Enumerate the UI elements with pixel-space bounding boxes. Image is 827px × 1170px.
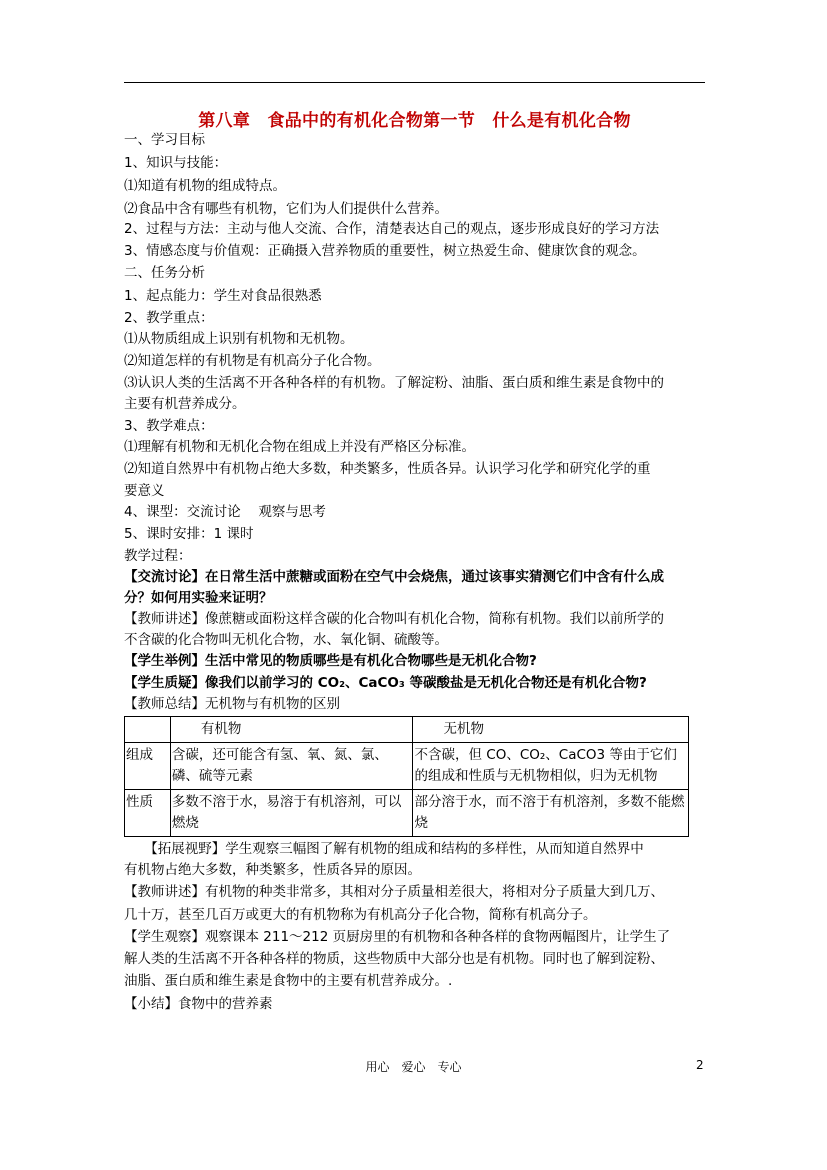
table-cell: 多数不溶于水，易溶于有机溶剂，可以燃烧 <box>170 790 413 837</box>
text-line: 【教师讲述】像蔗糖或面粉这样含碳的化合物叫有机化合物，简称有机物。我们以前所学的 <box>124 611 664 627</box>
text-line: 几十万，甚至几百万或更大的有机物称为有机高分子化合物，简称有机高分子。 <box>124 907 597 923</box>
table-header-cell: 无机物 <box>413 717 689 743</box>
text-line: 1、知识与技能： <box>124 155 228 171</box>
table-row-label: 性质 <box>125 790 171 837</box>
table-row-label: 组成 <box>125 743 171 790</box>
table-header-row <box>125 717 689 743</box>
text-line: 【教师讲述】有机物的种类非常多，其相对分子质量相差很大，将相对分子质量大到几万、 <box>124 884 664 900</box>
comparison-table <box>124 716 689 837</box>
table-header-cell <box>125 717 171 743</box>
text-line: ⑴从物质组成上识别有机物和无机物。 <box>124 331 354 347</box>
table-cell: 部分溶于水，而不溶于有机溶剂，多数不能燃烧 <box>413 790 689 837</box>
text-line: 2、过程与方法：主动与他人交流、合作，清楚表达自己的观点，逐步形成良好的学习方法 <box>124 221 660 237</box>
text-line: 【教师总结】无机物与有机物的区别 <box>124 696 340 712</box>
text-line: 【学生质疑】像我们以前学习的 CO₂、CaCO₃ 等碳酸盐是无机化合物还是有机化合物? <box>124 675 647 691</box>
header-rule <box>124 82 705 83</box>
table-cell: 不含碳，但 CO、CO₂、CaCO3 等由于它们的组成和性质与无机物相似，归为无机物 <box>413 743 689 790</box>
text-line: 分？如何用实验来证明？ <box>124 590 273 606</box>
table-row <box>125 790 689 837</box>
table-row <box>125 743 689 790</box>
text-line: 3、情感态度与价值观：正确摄入营养物质的重要性，树立热爱生命、健康饮食的观念。 <box>124 243 646 259</box>
text-line: 油脂、蛋白质和维生素是食物中的主要有机营养成分。. <box>124 973 453 989</box>
text-line: 2、教学重点： <box>124 310 214 326</box>
text-line: 解人类的生活离不开各种各样的物质，这些物质中大部分也是有机物。同时也了解到淀粉、 <box>124 951 664 967</box>
text-line: 有机物占绝大多数，种类繁多，性质各异的原因。 <box>124 862 421 878</box>
text-line: 不含碳的化合物叫无机化合物，水、氧化铜、硫酸等。 <box>124 632 448 648</box>
text-line: 1、起点能力：学生对食品很熟悉 <box>124 288 322 304</box>
text-line: 4、课型：交流讨论 观察与思考 <box>124 504 326 520</box>
text-line: 要意义 <box>124 483 165 499</box>
table-cell: 含碳，还可能含有氢、氧、氮、氯、磷、硫等元素 <box>170 743 413 790</box>
text-line: 教学过程： <box>124 548 192 564</box>
text-line: ⑵知道自然界中有机物占绝大多数，种类繁多，性质各异。认识学习化学和研究化学的重 <box>124 461 651 477</box>
text-line: 5、课时安排：1 课时 <box>124 526 254 542</box>
footer-motto: 用心 爱心 专心 <box>365 1060 462 1074</box>
text-line: 主要有机营养成分。 <box>124 396 246 412</box>
text-line: 【学生举例】生活中常见的物质哪些是有机化合物哪些是无机化合物? <box>124 653 537 669</box>
text-line: 3、教学难点： <box>124 418 214 434</box>
text-line: ⑵知道怎样的有机物是有机高分子化合物。 <box>124 353 381 369</box>
table-header-cell: 有机物 <box>170 717 413 743</box>
text-line: ⑴理解有机物和无机化合物在组成上并没有严格区分标准。 <box>124 439 475 455</box>
text-line: ⑵食品中含有哪些有机物，它们为人们提供什么营养。 <box>124 201 448 217</box>
text-line: ⑴知道有机物的组成特点。 <box>124 178 286 194</box>
text-line: 【交流讨论】在日常生活中蔗糖或面粉在空气中会烧焦，通过该事实猜测它们中含有什么成 <box>124 569 664 585</box>
section-heading: 一、学习目标 <box>124 132 205 148</box>
text-line: ⑶认识人类的生活离不开各种各样的有机物。了解淀粉、油脂、蛋白质和维生素是食物中的 <box>124 375 664 391</box>
text-line: 【拓展视野】学生观察三幅图了解有机物的组成和结构的多样性，从而知道自然界中 <box>124 841 644 857</box>
page-number: 2 <box>696 1058 704 1072</box>
text-line: 【学生观察】观察课本 211～212 页厨房里的有机物和各种各样的食物两幅图片，让学生了 <box>124 929 671 945</box>
page-title: 第八章 食品中的有机化合物第一节 什么是有机化合物 <box>198 111 631 131</box>
text-line: 【小结】食物中的营养素 <box>124 996 273 1012</box>
section-heading: 二、任务分析 <box>124 265 205 281</box>
